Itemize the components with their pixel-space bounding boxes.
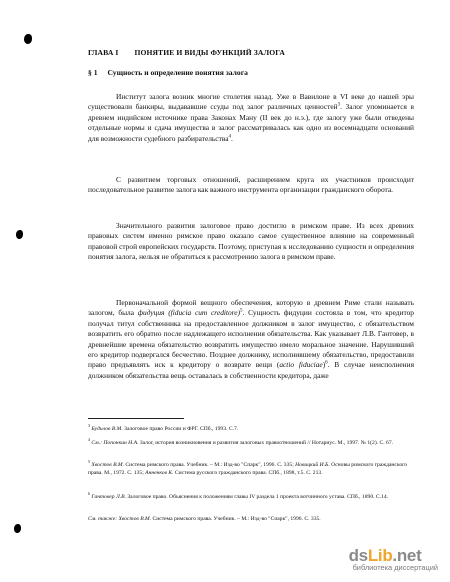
actio-term: actio fiduciae <box>279 360 323 370</box>
paragraph-4: Первоначальной формой вещного обеспечения, которую в древнем Риме стали называть залогом, была фидуция (fiducia cum creditore)$^5$. Сущность фидуции состояла в том, что кредитор получал титул собственника на предоставленное должником в залог имущество, с обязательством возвратить его обратно после надлежащего исполнения обязательства. Как указывает Л.В. Гантовер, в древнейшие времена обязательство возвратить имущество имело моральное значение. Нарушивший его кредитор подвергался бесчестию. Позднее должнику, исполнившему обязательство, предоставили право предъявлять иск к кредитору о возврате вещи (actio fiduciae)$^6$. В случае неисполнения должником обязательства вещь оставалась в собственности кредитора, даже <box>88 298 414 380</box>
chapter-label: ГЛАВА I <box>88 48 119 57</box>
footnote-separator <box>88 418 184 419</box>
chapter-heading <box>88 48 285 57</box>
paragraph-3: Значительного развития залоговое право достигло в римском праве. Из всех древних правовых систем именно римское право оказало самое существенное влияние на современный правовой строй европейских государств. Поэтому, приступая к исследованию сущности и определения понятия залога, нельзя не обратиться к рассмотрению залога в римском праве. <box>88 221 414 262</box>
footnote-ref[interactable]: 3 <box>337 102 341 108</box>
footnote-3: $^3$ Будилов В.М. Залоговое право России и ФРГ. СПб., 1993. С.7. <box>88 423 239 432</box>
dslib-subtitle: библиотека диссертаций <box>352 563 438 572</box>
scan-punch-hole-mark <box>14 524 21 533</box>
section-heading <box>88 68 248 77</box>
footnote-ref[interactable]: 5 <box>240 308 243 314</box>
fiducia-term: фидуция (fiducia cum creditore) <box>137 308 241 318</box>
footnote-ref[interactable]: 4 <box>228 134 231 140</box>
dslib-logo: dsLib.net <box>348 546 422 565</box>
footnote-ref[interactable]: 6 <box>325 360 328 366</box>
paragraph-1: Институт залога возник многие столетия назад. Уже в Вавилоне в VI веке до нашей эры существовали банкиры, выдававшие ссуды под залог различных ценностей$^3$. Залог упоминается в древнем индийском источнике права Законах Ману (II век до н.э.), где залогу уже были отведены отдельные нормы и сдача имущества в залог рассматривалась как одно из восемнадцати оснований для возможности судебного разбирательства$^4$. <box>88 92 414 143</box>
footnote-6: $^6$ Гантовер Л.В. Залоговое право. Объяснения к положениям главы IV раздела 1 проекта вотчинного устава. СПб., 1890. С.14. <box>88 491 389 500</box>
scan-punch-hole-mark <box>16 230 23 239</box>
section-label: § 1 <box>88 68 98 77</box>
paragraph-2: С развитием торговых отношений, расширением круга их участников происходит последовательное развитие залога как важного инструмента организации гражданского оборота. <box>88 175 414 195</box>
chapter-title: ПОНЯТИЕ И ВИДЫ ФУНКЦИЙ ЗАЛОГА <box>134 48 285 57</box>
scan-punch-hole-mark <box>24 34 32 44</box>
section-title: Сущность и определение понятия залога <box>107 68 248 77</box>
footnote-see-also: См. также: Хвостов В.М. Система римского права. Учебник. – М.: Изд-во "Спарк", 1996. С. 335. <box>88 516 321 522</box>
dslib-watermark <box>349 546 438 572</box>
footnote-5: $^5$ Хвостов В.М. Система римского права. Учебник. – М.: Изд-во "Спарк", 1996. С. 335; Новицкий И.Б. Основы римского гражданского права. М., 1972. С. 135; Анненков К. Система русского гражданского права. СПб., 1898, т.5. С. 213. <box>88 459 408 476</box>
footnote-4: $^4$ См.: Попонкин Н.А. Залог, история возникновения и развития залоговых правоотношений // Нотариус. М., 1997. № 1(2). С. 67. <box>88 437 394 446</box>
